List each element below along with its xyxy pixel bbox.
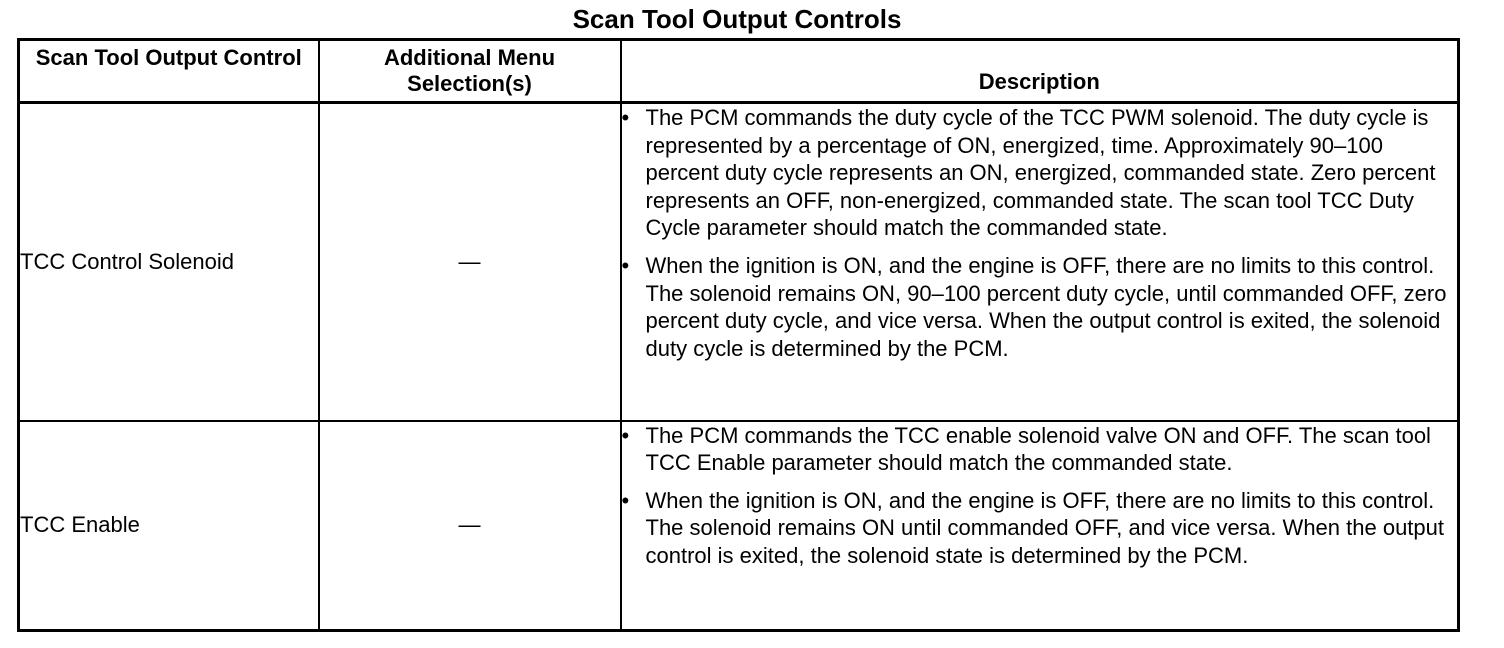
control-name-cell: TCC Control Solenoid	[19, 103, 319, 421]
description-text: The PCM commands the duty cycle of the TCC PWM solenoid. The duty cycle is represented by a percentage of ON, energized, time. Approximately 90–100 percent duty cycle represents an ON, energized, commanded state. Zero percent represents an OFF, non-energized, commanded state. The scan tool TCC Duty Cycle parameter should match the commanded state.	[645, 105, 1436, 241]
bullet-icon: •	[621, 105, 630, 130]
description-bullet-item	[622, 422, 1458, 477]
table-header-row	[19, 40, 1459, 103]
header-description: Description	[621, 40, 1459, 103]
bullet-icon: •	[621, 487, 630, 513]
description-bullet-item	[622, 252, 1458, 362]
description-bullet-item	[622, 487, 1458, 570]
menu-selection-cell: —	[319, 421, 621, 631]
description-text: When the ignition is ON, and the engine is OFF, there are no limits to this control. The solenoid remains ON, 90–100 percent duty cycle, until commanded OFF, zero percent duty cycle, and vice versa. When the output control is exited, the solenoid duty cycle is determined by the PCM.	[645, 252, 1447, 361]
header-output-control: Scan Tool Output Control	[19, 40, 319, 103]
table-row	[19, 103, 1459, 421]
table-title: Scan Tool Output Controls	[572, 4, 902, 34]
output-controls-table	[17, 38, 1460, 632]
description-cell	[621, 103, 1459, 421]
description-list	[622, 422, 1458, 570]
description-text: The PCM commands the TCC enable solenoid valve ON and OFF. The scan tool TCC Enable parameter should match the commanded state.	[645, 422, 1431, 476]
description-list	[622, 104, 1458, 362]
bullet-icon: •	[621, 252, 630, 278]
description-cell	[621, 421, 1459, 631]
header-menu-selections: Additional Menu Selection(s)	[319, 40, 621, 103]
description-text: When the ignition is ON, and the engine is OFF, there are no limits to this control. The solenoid remains ON until commanded OFF, and vice versa. When the output control is exited, the solenoid state is determined by the PCM.	[645, 487, 1444, 568]
bullet-icon: •	[621, 422, 630, 448]
table-row	[19, 421, 1459, 631]
description-bullet-item	[622, 104, 1458, 242]
control-name-cell: TCC Enable	[19, 421, 319, 631]
menu-selection-cell: —	[319, 103, 621, 421]
